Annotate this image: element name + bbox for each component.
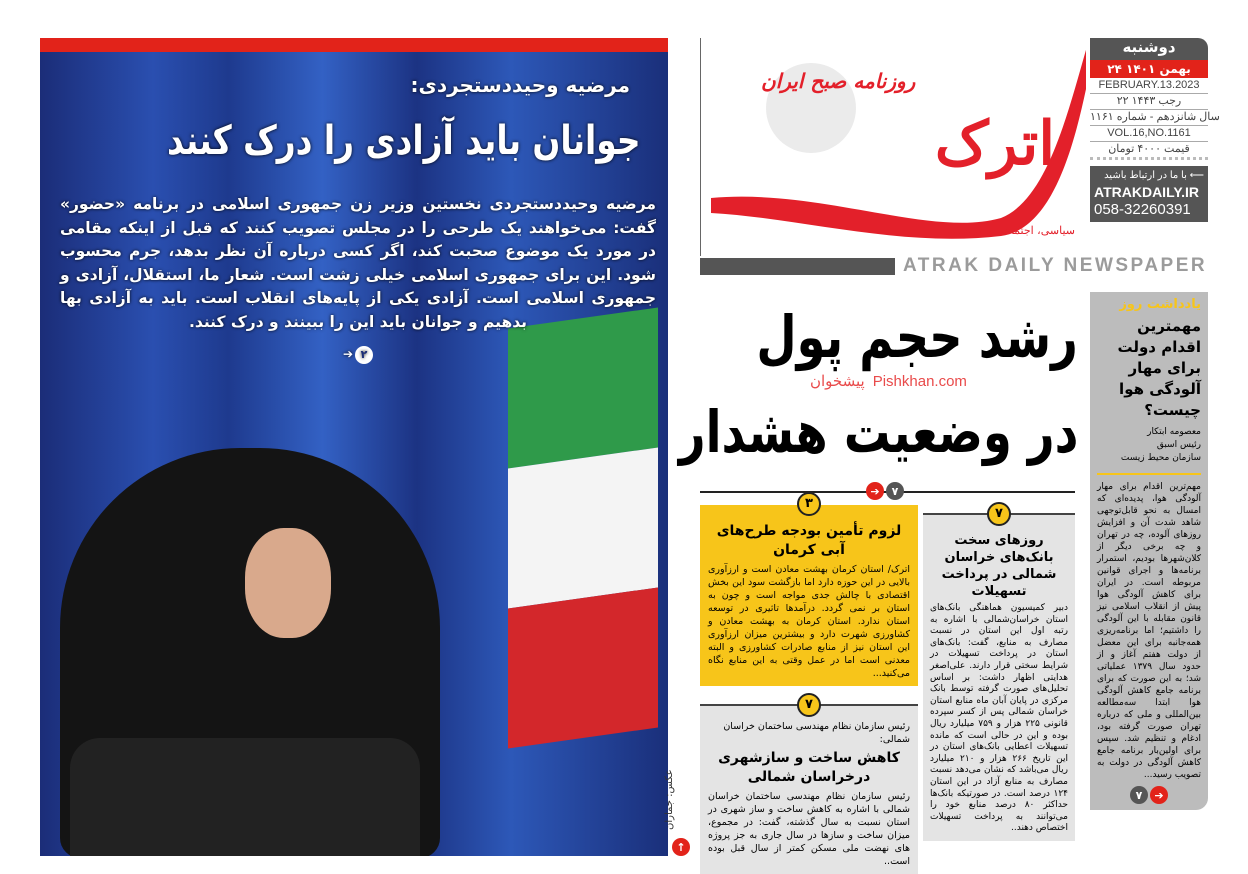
chair — [70, 738, 420, 856]
lead-kicker: مرضیه وحیددستجردی: — [410, 73, 630, 97]
page-number: ۷ — [1130, 786, 1148, 804]
day: دوشنبه — [1090, 38, 1208, 60]
issue-fa: سال شانزدهم - شماره ۱۱۶۱ — [1090, 110, 1208, 126]
editorial-body: مهم‌ترین اقدام برای مهار آلودگی هوا، پدیده‌ای که امسال به نحو قابل‌توجهی شاهد شدت آن و افزایش روزهای آلوده، چه در تهران و چه برخی دیگر از کلان‌شهرها بودیم، استمرار برنامه‌ها و اجرای قوانین مربوطه است. در ایران برای کاهش آلودگی هوا پیش از انقلاب اسلامی نیز قانون مقابله با این آلودگی را داشتیم؛ اما برنامه‌ریزی همه‌جانبه برای این معضل از دولت هفتم آغاز و از حدود سال ۱۳۷۹ عملیاتی شد؛ به این صورت که برای برنامه جامع کاهش آلودگی هوا ابتدا سه‌مطالعه بین‌المللی و ملی که درباره تهران صورت گرفته بود، ادغام و تنظیم شد. سپس برای اولین‌بار برنامه جامع کاهش آلودگی در دولت به تصویب رسید... — [1097, 482, 1201, 780]
story-title: لزوم تأمین بودجه طرح‌های آبی کرمان — [716, 523, 902, 558]
website-link[interactable]: ATRAKDAILY.IR — [1094, 184, 1200, 200]
main-page-ref[interactable] — [866, 482, 904, 500]
page-badge: ۷ — [797, 693, 821, 717]
story-construction[interactable] — [700, 697, 918, 874]
arrow-icon: ➔ — [1150, 786, 1168, 804]
left-story-column — [700, 496, 918, 874]
arrow-icon: ➔ — [866, 482, 884, 500]
person-face — [245, 528, 331, 638]
main-headline-line1[interactable]: رشد حجم پول — [756, 303, 1078, 371]
watermark-text: Pishkhan.com — [872, 373, 967, 390]
banner-text: ATRAK DAILY NEWSPAPER — [903, 255, 1208, 276]
story-body: رئیس سازمان نظام مهندسی ساختمان خراسان شمالی با اشاره به کاهش ساخت و ساز شهری در استان نسبت به سال گذشته، گفت: در مجموع، میزان ساخت و سازها در سال جاری به جز پروژه های نهضت ملی مسکن کمتر از سال قبل بوده است.. — [708, 791, 910, 867]
contact-label: با ما در ارتباط باشید — [1104, 170, 1187, 181]
contact-box — [1090, 166, 1208, 222]
editorial-label: یادداشت روز — [1119, 297, 1201, 312]
lead-body — [60, 193, 656, 367]
page-number: ۲ — [355, 346, 373, 364]
tagline: سیاسی، اجتماعی و فرهنگی — [947, 224, 1075, 237]
lead-headline[interactable]: جوانان باید آزادی را درک کنند — [166, 118, 640, 164]
iran-flag — [508, 307, 658, 748]
page-badge: ۳ — [797, 492, 821, 516]
editorial-title: مهمترین اقدام دولت برای مهار آلودگی هوا چیست؟ — [1117, 317, 1201, 419]
story-banks[interactable] — [923, 506, 1075, 841]
arrow-icon: ⟵ — [1186, 170, 1204, 181]
date-en: FEBRUARY.13.2023 — [1090, 78, 1208, 94]
date-fa: ۲۴ بهمن ۱۴۰۱ — [1090, 60, 1208, 78]
masthead — [700, 38, 1085, 256]
price: قیمت ۴۰۰۰ تومان — [1090, 142, 1208, 160]
arrow-up-icon[interactable]: ↑ — [672, 838, 690, 856]
story-body: دبیر کمیسیون هماهنگی بانک‌های استان خراسان‌شمالی با اشاره به رتبه اول این استان در نسبت مصارف به منابع، گفت: بانک‌های استان در پرداخت تسهیلات در شرایط سختی قرار دارند. علی‌اصغر هدایتی اظهار داشت: بر اساس تحلیل‌های صورت گرفته توسط بانک مرکزی در پایان آبان ماه منابع استان خراسان شمالی پس از کسر سپرده قانونی ۲۲۵ هزار و ۷۵۹ میلیارد ریال بوده و این در حالی است که مانده تسهیلات اعطایی بانک‌های استان در این تاریخ ۲۶۶ هزار و ۲۱۰ میلیارد ریال می‌باشد که نشان می‌دهد نسبت مصارف به منابع آزاد در این استان ۱۲۴ درصد است. در صورتیکه بانک‌ها حداکثر ۸۰ درصد منابع خود را می‌توانند به پرداخت تسهیلات اختصاص دهند.. — [930, 603, 1068, 834]
phone: 058-32260391 — [1094, 201, 1191, 218]
lead-body-text: مرضیه وحیددستجردی نخستین وزیر زن جمهوری اسلامی در برنامه «حضور» گفت: می‌خواهند یک طرحی را در مجلس تصویب کنند که قبل از اینکه مقامی در مورد یک موضوع صحبت کند، اگر کسی درباره آن نظر بدهد، جرم محسوب شود. این برای جمهوری اسلامی خیلی زشت است. شعار ما، استقلال، آزادی و جمهوری اسلامی است. آزادی یکی از پایه‌های انقلاب است. باید به آزادی بها بدهیم و جوانان باید این را ببینند و درک کنند. — [60, 195, 656, 331]
issue-en: VOL.16,NO.1161 — [1090, 126, 1208, 142]
photo-credit: عکس: جماران — [664, 769, 675, 830]
story-kicker: رئیس سازمان نظام مهندسی ساختمان خراسان شمالی: — [723, 721, 910, 745]
editorial-page-ref[interactable] — [1097, 786, 1201, 804]
banner-bar — [700, 258, 895, 275]
logo-text: اترک — [934, 109, 1055, 179]
page-ref[interactable] — [343, 343, 373, 367]
watermark — [810, 372, 967, 392]
main-headline-line2[interactable]: در وضعیت هشدار — [678, 398, 1078, 466]
date-hijri: ۲۲ رجب ۱۴۴۳ — [1090, 94, 1208, 110]
top-red-bar — [40, 38, 668, 52]
arrow-icon: ➔ — [342, 347, 354, 361]
page-number: ۷ — [886, 482, 904, 500]
logo-subtitle: روزنامه صبح ایران — [761, 69, 916, 93]
watermark-fa: پیشخوان — [810, 373, 865, 390]
story-title: کاهش ساخت و سازشهری درخراسان شمالی — [718, 750, 900, 785]
editorial-org: سازمان محیط زیست — [1097, 452, 1201, 475]
story-body: اترک/ استان کرمان بهشت معادن است و ارزآوری بالایی در این حوزه دارد اما بازگشت سود این بخش اقتصادی با چالش جدی مواجه است و چون به استان بر نمی گردد. درآمدها تاثیری در توسعه استان ندارد. استان کرمان به بهشت معادن و کشاورزی شهرت دارد و بیشترین میزان ارزآوری این استان نیز از منابع صادرات کشاورزی و البته معدنی است اما در عمل وقتی به این منابع نگاه می‌کنید... — [708, 564, 910, 679]
story-title: روزهای سخت بانک‌های خراسان شمالی در پرداخت تسهیلات — [941, 533, 1057, 599]
editorial-role: رئیس اسبق — [1156, 440, 1201, 450]
story-kerman[interactable] — [700, 496, 918, 686]
issue-info — [1090, 38, 1220, 245]
editorial[interactable] — [1090, 292, 1208, 810]
editorial-author: معصومه ابتکار — [1147, 427, 1201, 437]
page-badge: ۷ — [987, 502, 1011, 526]
